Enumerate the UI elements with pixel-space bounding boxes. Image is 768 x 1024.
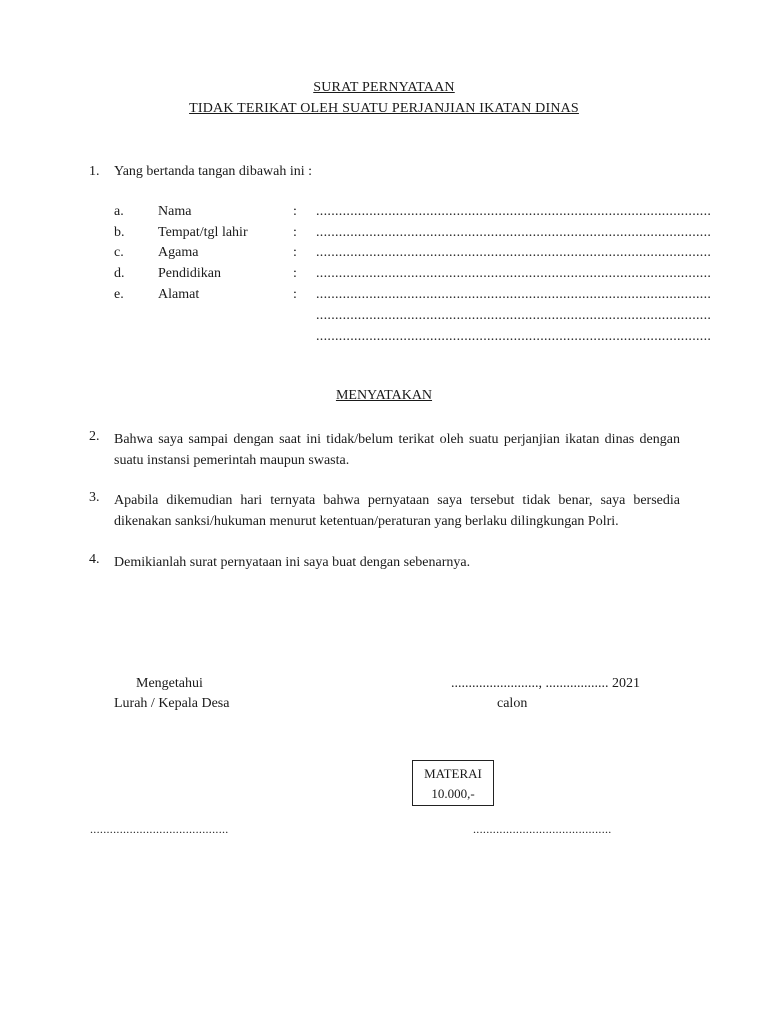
field-fill-line: ........................................................................................................ [316, 245, 712, 260]
right-signature-line: .......................................... [473, 822, 612, 836]
field-agama [0, 245, 768, 265]
field-colon: : [293, 225, 297, 240]
field-colon: : [293, 266, 297, 281]
section-1-intro: Yang bertanda tangan dibawah ini : [114, 164, 313, 179]
field-pendidikan [0, 266, 768, 286]
field-fill-line: ........................................................................................................ [316, 266, 712, 281]
field-letter: c. [114, 245, 124, 260]
statement-3-number: 3. [89, 490, 100, 505]
field-colon: : [293, 204, 297, 219]
field-colon: : [293, 287, 297, 302]
field-fill-line: ........................................................................................................ [316, 287, 712, 302]
materai-stamp-box [412, 760, 494, 806]
field-letter: d. [114, 266, 125, 281]
field-nama [0, 204, 768, 224]
field-alamat-continuation [0, 329, 768, 349]
field-label: Tempat/tgl lahir [158, 225, 248, 240]
place-date-line: ........................., .................. 2021 [451, 676, 640, 691]
statement-4-text: Demikianlah surat pernyataan ini saya buat dengan sebenarnya. [114, 555, 471, 570]
materai-label: MATERAI [424, 766, 482, 781]
field-alamat [0, 287, 768, 307]
field-tempat-tgl-lahir [0, 225, 768, 245]
document-title: SURAT PERNYATAAN [313, 80, 455, 95]
field-fill-line: ........................................................................................................ [316, 329, 712, 344]
field-letter: b. [114, 225, 125, 240]
field-letter: a. [114, 204, 124, 219]
statement-4-number: 4. [89, 552, 100, 567]
mengetahui-label: Mengetahui [136, 676, 203, 691]
document-subtitle: TIDAK TERIKAT OLEH SUATU PERJANJIAN IKATAN DINAS [189, 101, 579, 116]
left-signature-line: .......................................... [90, 822, 229, 836]
section-1-number: 1. [89, 164, 100, 179]
field-label: Alamat [158, 287, 200, 302]
field-label: Agama [158, 245, 199, 260]
field-fill-line: ........................................................................................................ [316, 225, 712, 240]
field-letter: e. [114, 287, 124, 302]
statement-3-text: Apabila dikemudian hari ternyata bahwa pernyataan saya tersebut tidak benar, saya bersedia dikenakan sanksi/hukuman menurut ketentuan/peraturan yang berlaku dilingkungan Polri. [114, 493, 680, 529]
statement-2-text: Bahwa saya sampai dengan saat ini tidak/belum terikat oleh suatu perjanjian ikatan dinas dengan suatu instansi pemerintah maupun swasta. [114, 432, 680, 468]
statement-2-number: 2. [89, 429, 100, 444]
lurah-kepala-desa-label: Lurah / Kepala Desa [114, 696, 230, 711]
materai-value: 10.000,- [431, 786, 475, 801]
field-label: Pendidikan [158, 266, 221, 281]
menyatakan-heading: MENYATAKAN [335, 388, 433, 403]
field-alamat-continuation [0, 308, 768, 328]
field-colon: : [293, 245, 297, 260]
field-fill-line: ........................................................................................................ [316, 204, 712, 219]
field-label: Nama [158, 204, 192, 219]
field-fill-line: ........................................................................................................ [316, 308, 712, 323]
calon-label: calon [497, 696, 528, 711]
